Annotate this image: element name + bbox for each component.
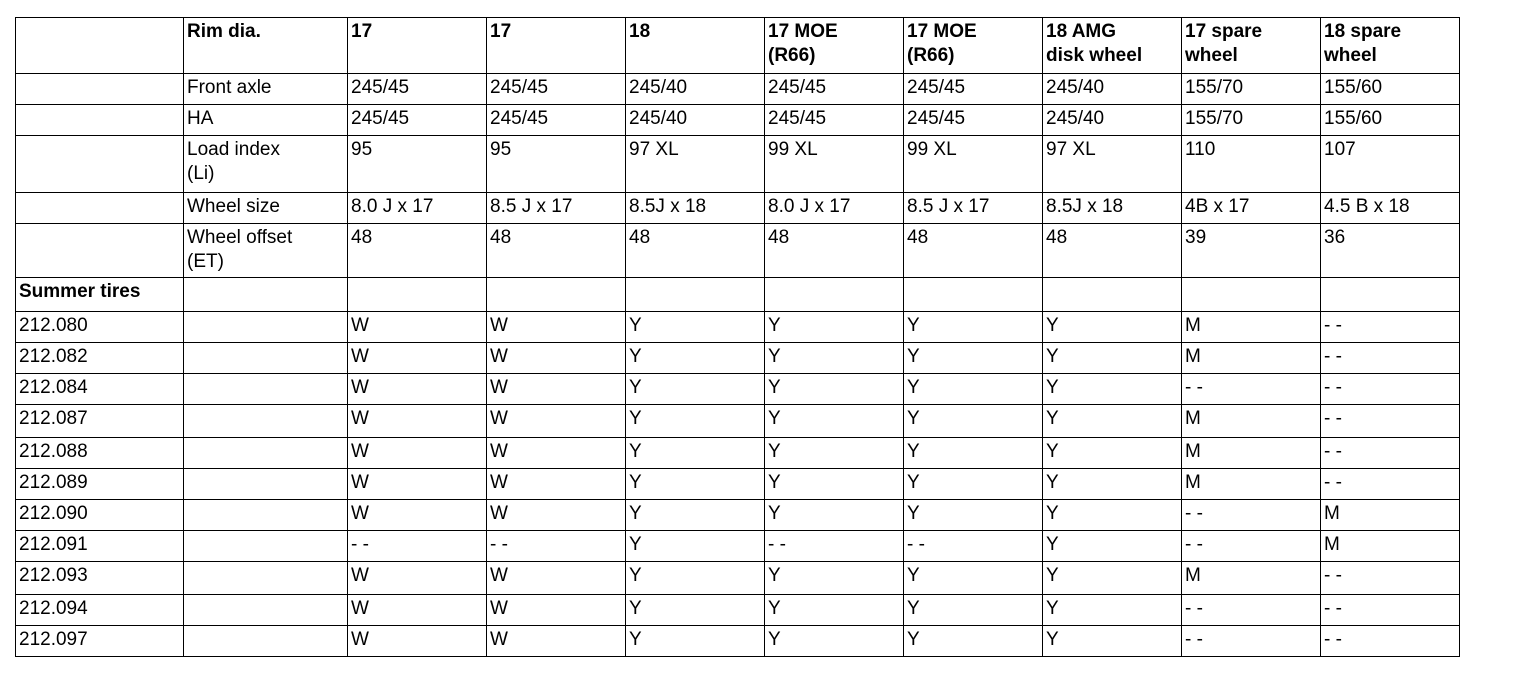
model-cell: 212.091 (16, 531, 184, 562)
table-cell: Y (1043, 374, 1182, 405)
empty-cell (348, 278, 487, 312)
spec-cell: 155/60 (1321, 74, 1460, 105)
table-cell: M (1321, 500, 1460, 531)
table-cell: Y (626, 595, 765, 626)
spec-cell: Load index (Li) (184, 136, 348, 193)
spec-cell: 8.5 J x 17 (487, 193, 626, 224)
table-cell: Y (1043, 312, 1182, 343)
table-cell: Y (626, 312, 765, 343)
table-cell: Y (765, 405, 904, 438)
table-cell: Y (1043, 469, 1182, 500)
spec-cell: 245/45 (487, 105, 626, 136)
spec-row (16, 105, 1460, 136)
table-cell: W (487, 405, 626, 438)
model-cell: 212.082 (16, 343, 184, 374)
table-row (16, 562, 1460, 595)
header-cell: 17 MOE (R66) (904, 18, 1043, 74)
empty-cell (1043, 278, 1182, 312)
table-cell: Y (904, 312, 1043, 343)
spec-cell: 36 (1321, 224, 1460, 278)
table-row (16, 312, 1460, 343)
header-cell: 18 (626, 18, 765, 74)
table-cell: W (348, 469, 487, 500)
table-cell: Y (765, 562, 904, 595)
model-cell: 212.093 (16, 562, 184, 595)
table-cell: - - (1321, 562, 1460, 595)
table-cell: M (1182, 469, 1321, 500)
table-cell: Y (904, 626, 1043, 657)
spec-cell: 39 (1182, 224, 1321, 278)
spec-cell: 97 XL (626, 136, 765, 193)
table-cell: - - (1321, 374, 1460, 405)
spec-cell: 48 (904, 224, 1043, 278)
table-cell: Y (626, 374, 765, 405)
table-cell (184, 405, 348, 438)
spec-cell: 245/45 (904, 74, 1043, 105)
table-cell: W (487, 500, 626, 531)
spec-cell (16, 193, 184, 224)
spec-row (16, 193, 1460, 224)
table-cell: M (1182, 312, 1321, 343)
spec-row (16, 136, 1460, 193)
table-cell: Y (904, 469, 1043, 500)
tire-rim-table (15, 17, 1460, 657)
table-cell: - - (487, 531, 626, 562)
spec-cell: 107 (1321, 136, 1460, 193)
spec-cell (16, 74, 184, 105)
column-header-row (16, 18, 1460, 74)
spec-cell: 8.0 J x 17 (348, 193, 487, 224)
spec-cell: HA (184, 105, 348, 136)
spec-cell: 48 (487, 224, 626, 278)
spec-cell: 97 XL (1043, 136, 1182, 193)
table-row (16, 469, 1460, 500)
table-cell: Y (765, 374, 904, 405)
table-cell: - - (1321, 438, 1460, 469)
table-cell: - - (1321, 343, 1460, 374)
spec-row (16, 224, 1460, 278)
spec-cell: 155/70 (1182, 105, 1321, 136)
table-cell: - - (1182, 626, 1321, 657)
table-cell: Y (904, 405, 1043, 438)
table-cell: - - (904, 531, 1043, 562)
table-cell: Y (626, 469, 765, 500)
table-cell (184, 500, 348, 531)
spec-cell: 99 XL (765, 136, 904, 193)
spec-cell (16, 136, 184, 193)
table-cell: W (348, 374, 487, 405)
table-cell: W (487, 595, 626, 626)
table-cell: Y (765, 343, 904, 374)
table-cell: Y (765, 469, 904, 500)
spec-cell: 95 (348, 136, 487, 193)
table-cell (184, 531, 348, 562)
table-cell: W (348, 405, 487, 438)
model-cell: 212.097 (16, 626, 184, 657)
empty-cell (487, 278, 626, 312)
table-cell (184, 626, 348, 657)
spec-cell: 48 (1043, 224, 1182, 278)
spec-cell: 155/70 (1182, 74, 1321, 105)
spec-cell: 245/40 (626, 105, 765, 136)
table-cell: Y (765, 595, 904, 626)
table-cell: Y (626, 531, 765, 562)
spec-cell: 245/45 (765, 105, 904, 136)
table-cell: W (487, 438, 626, 469)
model-cell: 212.084 (16, 374, 184, 405)
spec-cell: 245/40 (626, 74, 765, 105)
table-cell (184, 312, 348, 343)
spec-cell: 245/45 (904, 105, 1043, 136)
table-cell: W (348, 626, 487, 657)
table-cell: W (348, 438, 487, 469)
table-cell: - - (1321, 312, 1460, 343)
model-cell: 212.080 (16, 312, 184, 343)
model-cell: 212.090 (16, 500, 184, 531)
table-cell: Y (626, 562, 765, 595)
table-cell: - - (765, 531, 904, 562)
table-cell: Y (765, 312, 904, 343)
table-cell (184, 562, 348, 595)
table-cell: Y (904, 374, 1043, 405)
table-cell: W (487, 626, 626, 657)
table-cell: Y (1043, 562, 1182, 595)
table-cell: Y (904, 595, 1043, 626)
spec-cell: 245/45 (348, 105, 487, 136)
table-cell: Y (1043, 626, 1182, 657)
table-body (16, 18, 1460, 657)
table-cell: - - (1321, 469, 1460, 500)
table-cell: Y (626, 626, 765, 657)
spec-cell (16, 105, 184, 136)
table-cell: W (348, 595, 487, 626)
empty-cell (1321, 278, 1460, 312)
spec-cell: 4.5 B x 18 (1321, 193, 1460, 224)
table-cell: Y (904, 562, 1043, 595)
table-cell: - - (1182, 531, 1321, 562)
spec-row (16, 74, 1460, 105)
empty-cell (626, 278, 765, 312)
table-row (16, 438, 1460, 469)
table-cell: M (1321, 531, 1460, 562)
spec-cell: 155/60 (1321, 105, 1460, 136)
table-cell: W (487, 374, 626, 405)
spec-cell: 95 (487, 136, 626, 193)
table-cell: Y (765, 626, 904, 657)
table-cell: W (348, 500, 487, 531)
spec-cell: 4B x 17 (1182, 193, 1321, 224)
header-cell (16, 18, 184, 74)
table-row (16, 374, 1460, 405)
table-cell: M (1182, 438, 1321, 469)
spec-cell: 245/40 (1043, 74, 1182, 105)
empty-cell (904, 278, 1043, 312)
table-row (16, 343, 1460, 374)
spec-cell: 48 (348, 224, 487, 278)
table-cell: W (487, 312, 626, 343)
table-cell: W (348, 343, 487, 374)
table-cell: M (1182, 343, 1321, 374)
header-cell: 18 spare wheel (1321, 18, 1460, 74)
spec-cell (16, 224, 184, 278)
table-cell: - - (1321, 595, 1460, 626)
table-cell: W (487, 343, 626, 374)
spec-cell: Front axle (184, 74, 348, 105)
table-row (16, 500, 1460, 531)
model-cell: 212.088 (16, 438, 184, 469)
table-row (16, 405, 1460, 438)
spec-cell: 8.5J x 18 (626, 193, 765, 224)
spec-cell: 48 (626, 224, 765, 278)
table-cell: - - (1321, 405, 1460, 438)
section-label: Summer tires (16, 278, 184, 312)
table-cell: Y (904, 500, 1043, 531)
table-cell: Y (1043, 343, 1182, 374)
table-cell: Y (1043, 595, 1182, 626)
spec-cell: 48 (765, 224, 904, 278)
table-row (16, 626, 1460, 657)
table-cell: - - (1182, 595, 1321, 626)
table-cell: Y (904, 438, 1043, 469)
spec-cell: 245/45 (487, 74, 626, 105)
spec-cell: Wheel offset (ET) (184, 224, 348, 278)
table-cell: Y (765, 438, 904, 469)
model-cell: 212.094 (16, 595, 184, 626)
table-cell: Y (1043, 405, 1182, 438)
section-row (16, 278, 1460, 312)
table-cell (184, 438, 348, 469)
header-cell: 17 (487, 18, 626, 74)
spec-cell: 8.5J x 18 (1043, 193, 1182, 224)
table-cell: Y (626, 405, 765, 438)
table-cell: - - (1182, 374, 1321, 405)
table-cell: W (487, 469, 626, 500)
model-cell: 212.089 (16, 469, 184, 500)
table-cell: Y (626, 343, 765, 374)
spec-cell: 110 (1182, 136, 1321, 193)
table-cell: - - (1182, 500, 1321, 531)
spec-cell: Wheel size (184, 193, 348, 224)
empty-cell (184, 278, 348, 312)
empty-cell (1182, 278, 1321, 312)
spec-cell: 245/40 (1043, 105, 1182, 136)
header-cell: 17 (348, 18, 487, 74)
table-cell: Y (1043, 438, 1182, 469)
table-cell: - - (348, 531, 487, 562)
empty-cell (765, 278, 904, 312)
header-cell: Rim dia. (184, 18, 348, 74)
table-cell: W (487, 562, 626, 595)
table-cell: Y (626, 500, 765, 531)
table-cell (184, 469, 348, 500)
spec-cell: 8.5 J x 17 (904, 193, 1043, 224)
table-cell: W (348, 562, 487, 595)
table-cell: M (1182, 562, 1321, 595)
table-cell: Y (1043, 531, 1182, 562)
table-cell: Y (1043, 500, 1182, 531)
table-cell: Y (626, 438, 765, 469)
spec-cell: 8.0 J x 17 (765, 193, 904, 224)
spec-cell: 245/45 (348, 74, 487, 105)
spec-cell: 245/45 (765, 74, 904, 105)
table-cell: Y (765, 500, 904, 531)
header-cell: 18 AMG disk wheel (1043, 18, 1182, 74)
table-row (16, 531, 1460, 562)
spec-cell: 99 XL (904, 136, 1043, 193)
table-cell: M (1182, 405, 1321, 438)
header-cell: 17 spare wheel (1182, 18, 1321, 74)
header-cell: 17 MOE (R66) (765, 18, 904, 74)
table-cell: Y (904, 343, 1043, 374)
model-cell: 212.087 (16, 405, 184, 438)
table-cell: - - (1321, 626, 1460, 657)
table-cell (184, 374, 348, 405)
table-cell (184, 343, 348, 374)
table-cell: W (348, 312, 487, 343)
table-cell (184, 595, 348, 626)
table-row (16, 595, 1460, 626)
